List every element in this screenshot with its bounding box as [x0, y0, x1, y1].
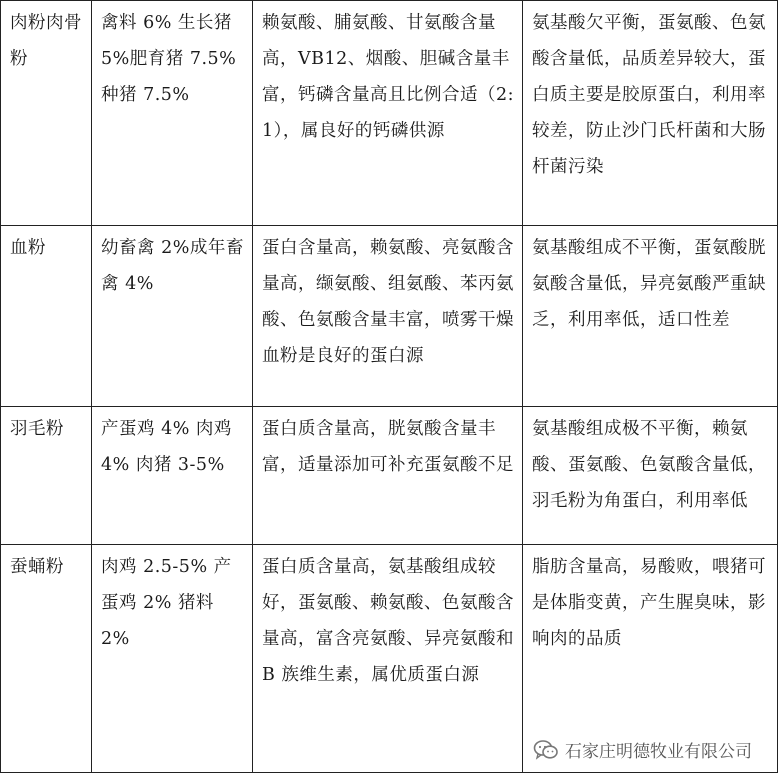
ingredient-name-cell: 羽毛粉 — [1, 407, 92, 545]
disadvantages-cell: 氨基酸欠平衡，蛋氨酸、色氨酸含量低，品质差异较大，蛋白质主要是胶原蛋白，利用率较差，防止沙门氏杆菌和大肠杆菌污染 — [523, 1, 778, 226]
advantages-cell: 蛋白含量高，赖氨酸、亮氨酸含量高，缬氨酸、组氨酸、苯丙氨酸、色氨酸含量丰富，喷雾干燥血粉是良好的蛋白源 — [253, 226, 523, 407]
advantages-cell: 蛋白质含量高，胱氨酸含量丰富，适量添加可补充蛋氨酸不足 — [253, 407, 523, 545]
table-row — [1, 1, 778, 226]
watermark — [529, 737, 756, 762]
ingredient-name-cell: 蚕蛹粉 — [1, 545, 92, 773]
disadvantages-cell: 脂肪含量高，易酸败，喂猪可是体脂变黄，产生腥臭味，影响肉的品质 — [523, 545, 778, 773]
dosage-cell: 幼畜禽 2%成年畜禽 4% — [92, 226, 253, 407]
advantages-cell: 蛋白质含量高，氨基酸组成较好，蛋氨酸、赖氨酸、色氨酸含量高，富含亮氨酸、异亮氨酸和 B 族维生素，属优质蛋白源 — [253, 545, 523, 773]
ingredient-name-cell: 血粉 — [1, 226, 92, 407]
dosage-cell: 肉鸡 2.5-5% 产蛋鸡 2% 猪料 2% — [92, 545, 253, 773]
advantages-cell: 赖氨酸、脯氨酸、甘氨酸含量高，VB12、烟酸、胆碱含量丰富，钙磷含量高且比例合适（2:1），属良好的钙磷供源 — [253, 1, 523, 226]
ingredient-name-cell: 肉粉肉骨粉 — [1, 1, 92, 226]
table-row — [1, 226, 778, 407]
dosage-cell: 产蛋鸡 4% 肉鸡 4% 肉猪 3-5% — [92, 407, 253, 545]
wechat-icon — [533, 739, 559, 761]
disadvantages-cell: 氨基酸组成极不平衡，赖氨酸、蛋氨酸、色氨酸含量低，羽毛粉为角蛋白，利用率低 — [523, 407, 778, 545]
table-row — [1, 407, 778, 545]
disadvantages-cell: 氨基酸组成不平衡，蛋氨酸胱氨酸含量低，异亮氨酸严重缺乏，利用率低，适口性差 — [523, 226, 778, 407]
dosage-cell: 禽料 6% 生长猪 5%肥育猪 7.5% 种猪 7.5% — [92, 1, 253, 226]
watermark-text: 石家庄明德牧业有限公司 — [565, 742, 752, 762]
